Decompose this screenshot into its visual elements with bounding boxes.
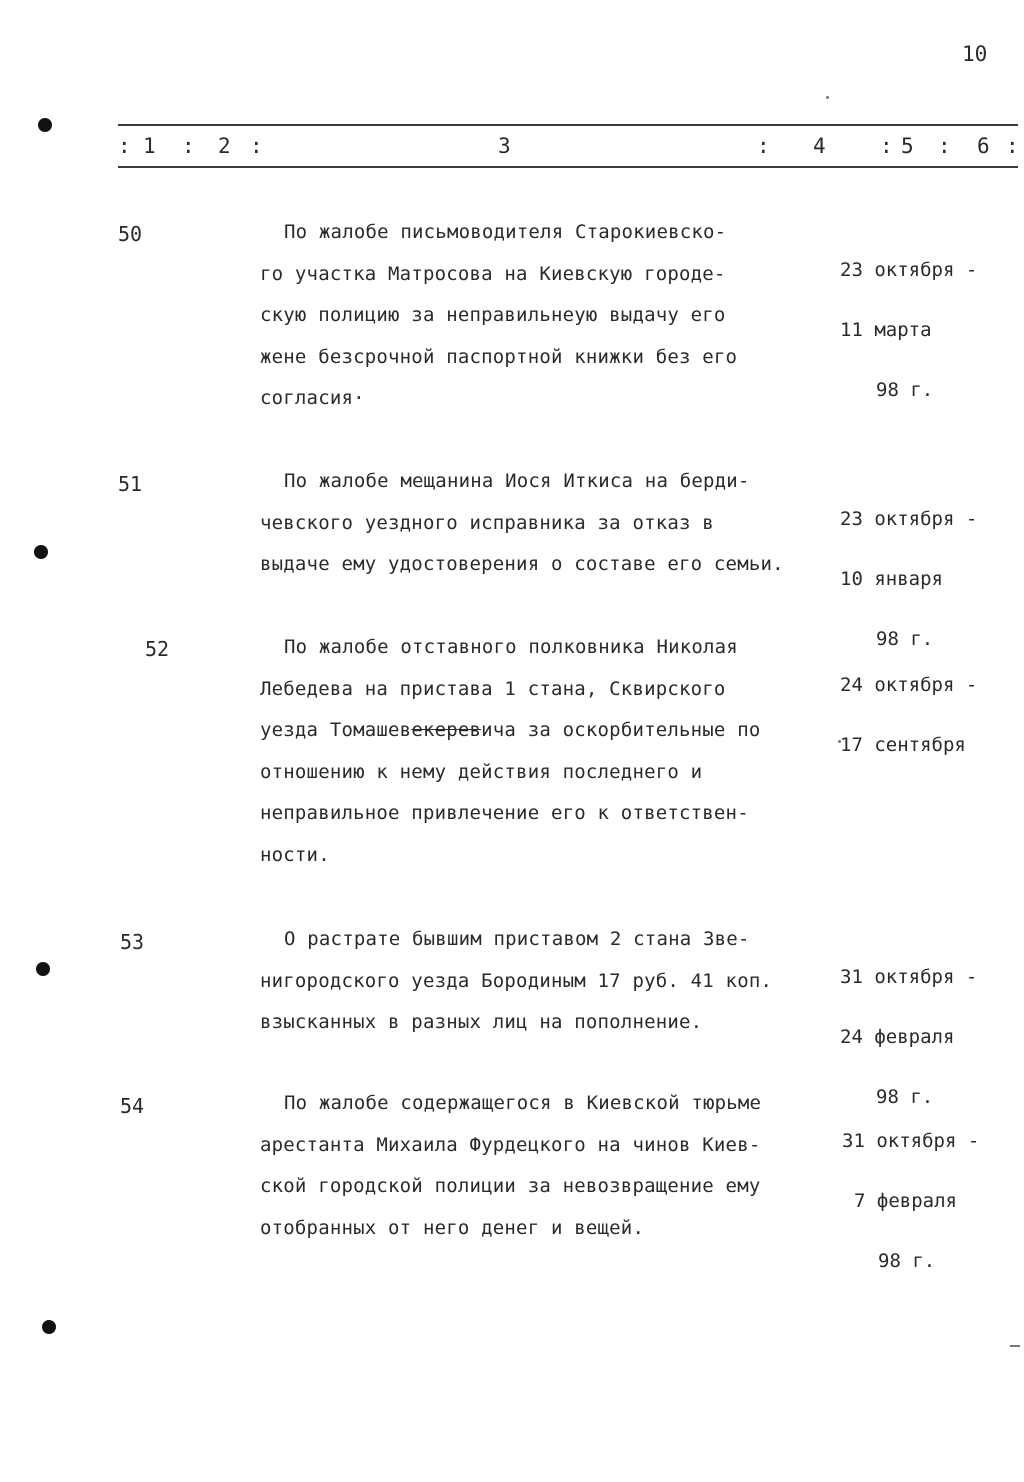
entry-text-line: скую полицию за неправильнеую выдачу его — [260, 304, 726, 326]
entry-number: 52 — [145, 637, 170, 661]
punch-hole — [34, 545, 48, 559]
scan-speck — [826, 96, 829, 99]
column-separator: : — [938, 134, 951, 158]
date-start: 24 октября - — [840, 674, 978, 696]
text-segment: уезда Томашев — [260, 719, 412, 741]
entry-text — [260, 627, 840, 876]
entry-dates — [840, 635, 977, 795]
entry-text-line: взысканных в разных лиц на пополнение. — [260, 1011, 703, 1033]
entry-number: 51 — [118, 472, 143, 496]
entry-dates — [842, 1091, 979, 1311]
entry-text-line: неправильное привлечение его к ответствен- — [260, 802, 749, 824]
punch-hole — [36, 962, 50, 976]
entry-text-line: отобранных от него денег и вещей. — [260, 1216, 645, 1239]
entry-text — [260, 919, 840, 1044]
entry-text — [260, 212, 840, 420]
column-header-1: 1 — [143, 134, 156, 158]
entry-number: 53 — [120, 930, 145, 954]
entry-number: 54 — [120, 1094, 145, 1118]
entry-text-line: жене безсрочной паспортной книжки без его — [260, 345, 738, 368]
entry-text-line — [260, 710, 840, 752]
column-separator: : — [118, 134, 131, 158]
column-header-5: 5 — [901, 134, 914, 158]
text-segment: ича за оскорбительные по — [481, 719, 761, 741]
date-start: 23 октября - — [840, 508, 978, 530]
entry-text-line: ской городской полиции за невозвращение ему — [260, 1175, 761, 1197]
date-end: 24 февраля — [840, 1026, 955, 1048]
entry-text-line: отношению к нему действия последнего и — [260, 760, 703, 783]
entry-text-line: По жалобе мещанина Иося Иткиса на берди- — [284, 470, 750, 492]
entry-text — [260, 461, 840, 586]
entry-text-line: арестанта Михаила Фурдецкого на чинов Киев- — [260, 1133, 761, 1156]
entry-text-line: согласия· — [260, 387, 365, 409]
date-year: 98 г. — [876, 628, 934, 650]
entry-text-line: го участка Матросова на Киевскую городе- — [260, 262, 726, 285]
entry-text-line: По жалобе отставного полковника Николая — [284, 636, 738, 658]
punch-hole — [38, 118, 52, 132]
column-header-4: 4 — [813, 134, 826, 158]
entry-text-line: По жалобе письмоводителя Старокиевско- — [284, 221, 727, 243]
column-separator: : — [1006, 134, 1019, 158]
date-year: 98 г. — [878, 1250, 936, 1272]
page-number: 10 — [962, 42, 988, 66]
entry-text-line: По жалобе содержащегося в Киевской тюрьме — [284, 1092, 762, 1114]
entry-text-line: выдаче ему удостоверения о составе его семьи. — [260, 553, 784, 575]
date-end: 10 января — [840, 568, 943, 590]
header-top-rule — [118, 124, 1018, 126]
entry-text-line: Лебедева на пристава 1 стана, Сквирского — [260, 677, 726, 700]
date-year: 98 г. — [876, 379, 934, 401]
entry-text-line: нигородского уезда Бородиным 17 руб. 41 коп. — [260, 969, 773, 992]
entry-number: 50 — [118, 222, 143, 246]
punch-hole — [42, 1320, 56, 1334]
column-separator: : — [757, 134, 770, 158]
entry-dates — [840, 220, 977, 440]
scan-speck — [1010, 1345, 1020, 1347]
column-separator: : — [250, 134, 263, 158]
entry-text-line: О растрате бывшим приставом 2 стана Зве- — [284, 928, 750, 950]
header-bottom-rule — [118, 166, 1018, 168]
date-start: 31 октября - — [842, 1130, 980, 1152]
column-header-2: 2 — [218, 134, 231, 158]
date-start: 23 октября - — [840, 259, 978, 281]
date-year: 98 г. — [876, 1086, 934, 1108]
entry-text-line: ности. — [260, 843, 330, 866]
date-end: 7 февраля — [854, 1190, 957, 1212]
date-start: 31 октября - — [840, 966, 978, 988]
entry-text — [260, 1083, 840, 1249]
struck-text: екерев — [411, 719, 482, 741]
column-separator: : — [880, 134, 893, 158]
column-separator: : — [182, 134, 195, 158]
column-header-3: 3 — [498, 134, 511, 158]
date-end: 11 марта — [840, 319, 932, 341]
column-header-6: 6 — [977, 134, 990, 158]
entry-text-line: чевского уездного исправника за отказ в — [260, 511, 714, 534]
date-end: 17 сентября — [840, 734, 966, 756]
